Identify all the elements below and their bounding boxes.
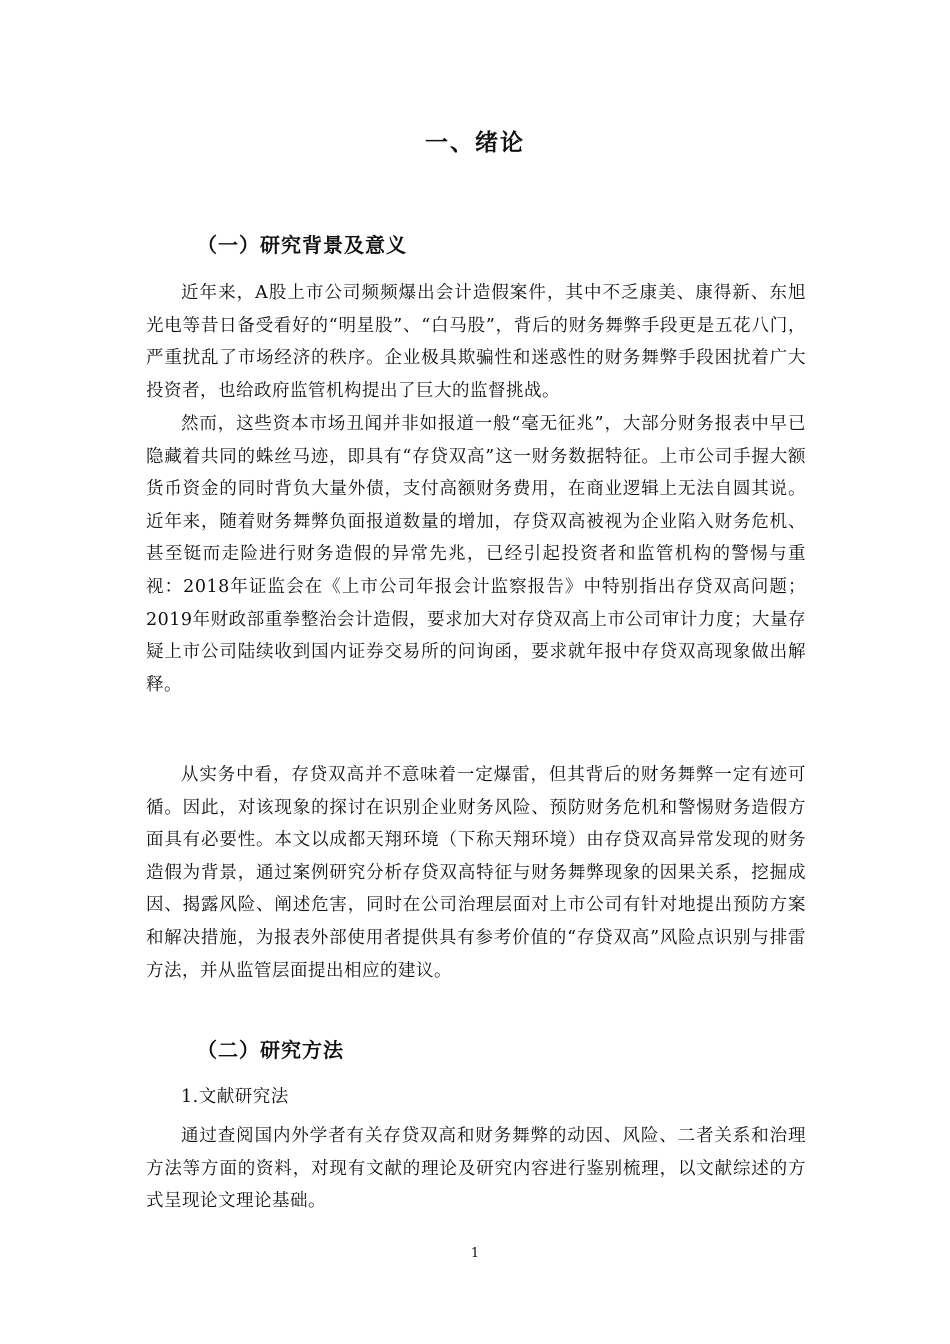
section-heading-methods: （二）研究方法 (197, 1038, 344, 1062)
paragraph-background-2: 然而，这些资本市场丑闻并非如报道一般“毫无征兆”，大部分财务报表中早已隐藏着共同的蛛丝马迹，即具有“存贷双高”这一财务数据特征。上市公司手握大额货币资金的同时背负大量外债，支付高额财务费用，在商业逻辑上无法自圆其说。近年来，随着财务舞弊负面报道数量的增加，存贷双高被视为企业陷入财务危机、甚至铤而走险进行财务造假的异常先兆，已经引起投资者和监管机构的警惕与重视：2018年证监会在《上市公司年报会计监察报告》中特别指出存贷双高问题；2019年财政部重拳整治会计造假，要求加大对存贷双高上市公司审计力度；大量存疑上市公司陆续收到国内证券交易所的问询函，要求就年报中存贷双高现象做出解释。 (146, 414, 806, 695)
page-number: 1 (470, 1246, 480, 1261)
paragraph-background-3: 从实务中看，存贷双高并不意味着一定爆雷，但其背后的财务舞弊一定有迹可循。因此，对该现象的探讨在识别企业财务风险、预防财务危机和警惕财务造假方面具有必要性。本文以成都天翔环境（下称天翔环境）由存贷双高异常发现的财务造假为背景，通过案例研究分析存贷双高特征与财务舞弊现象的因果关系，挖掘成因、揭露风险、阐述危害，同时在公司治理层面对上市公司有针对地提出预防方案和解决措施，为报表外部使用者提供具有参考价值的“存贷双高”风险点识别与排雷方法，并从监管层面提出相应的建议。 (146, 765, 806, 981)
chapter-title: 一、绪论 (425, 129, 525, 156)
section-heading-background: （一）研究背景及意义 (197, 233, 407, 257)
paragraph-background-1: 近年来，A股上市公司频频爆出会计造假案件，其中不乏康美、康得新、东旭光电等昔日备受看好的“明星股”、“白马股”，背后的财务舞弊手段更是五花八门，严重扰乱了市场经济的秩序。企业极具欺骗性和迷惑性的财务舞弊手段困扰着广大投资者，也给政府监管机构提出了巨大的监督挑战。 (146, 283, 806, 401)
paragraph-literature-method: 通过查阅国内外学者有关存贷双高和财务舞弊的动因、风险、二者关系和治理方法等方面的资料，对现有文献的理论及研究内容进行鉴别梳理，以文献综述的方式呈现论文理论基础。 (146, 1126, 806, 1212)
subheading-literature-method: 1.文献研究法 (181, 1087, 289, 1107)
